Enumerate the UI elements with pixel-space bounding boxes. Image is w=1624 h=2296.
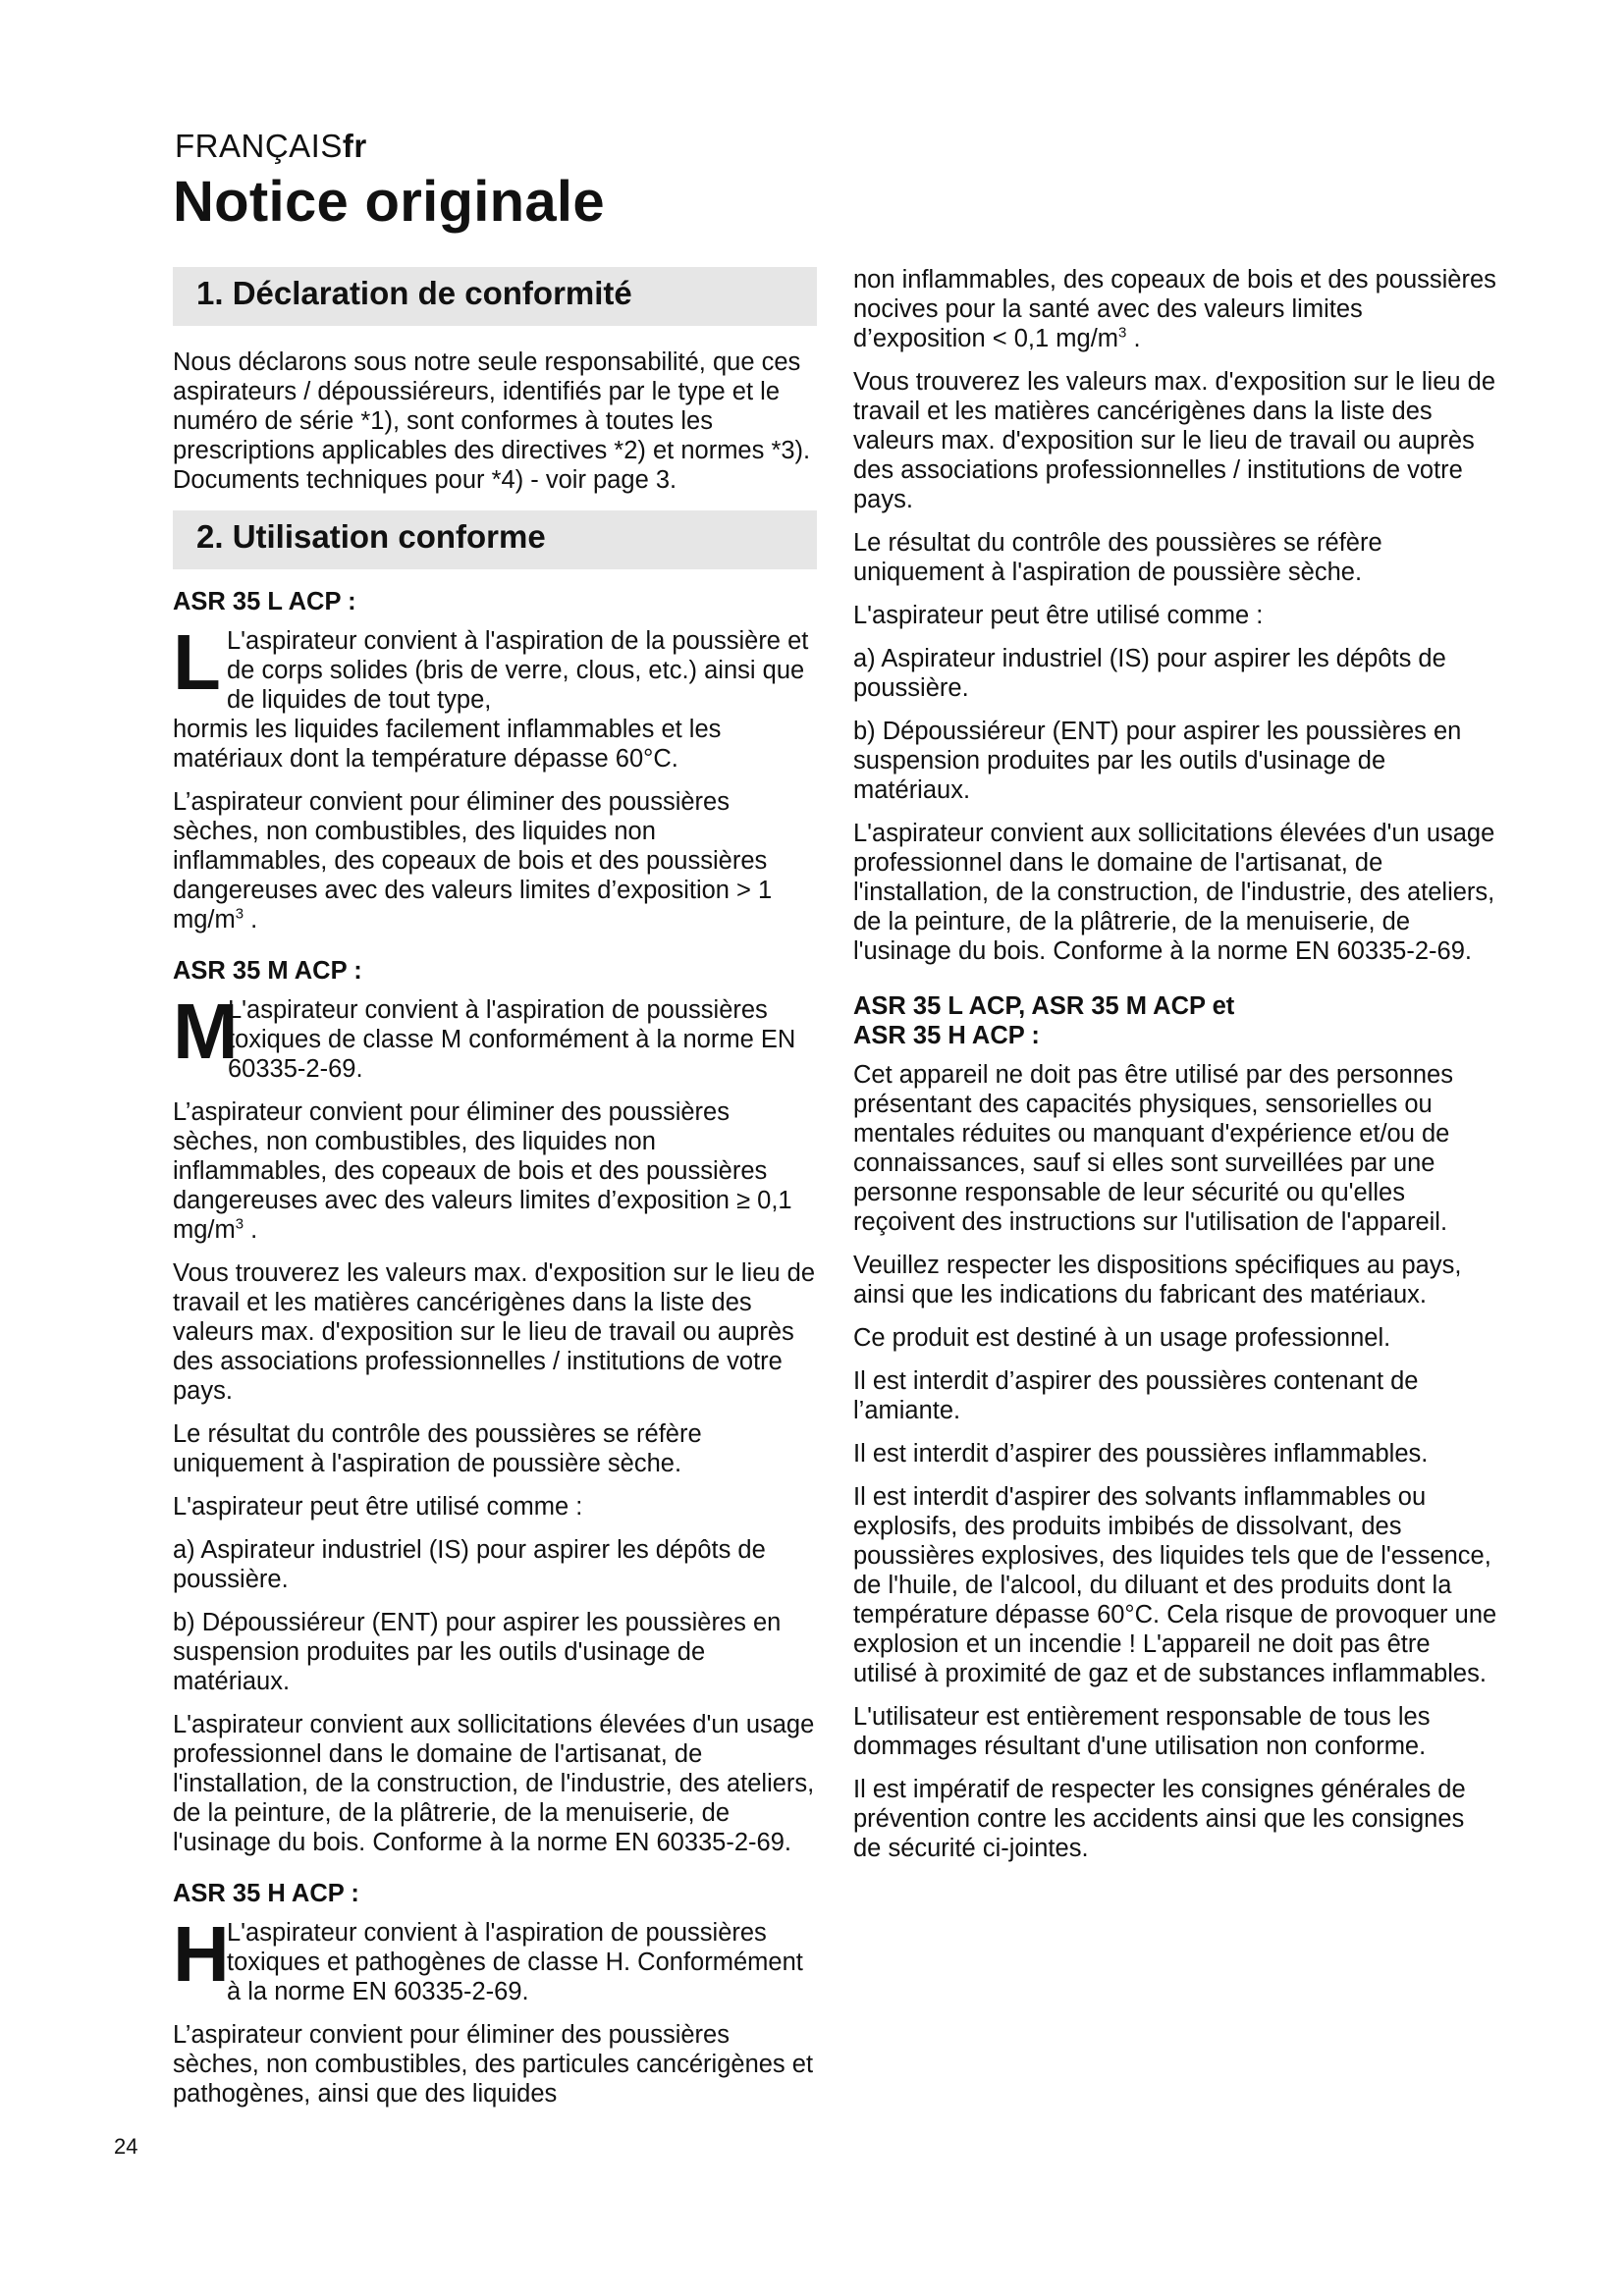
country-regulations-text: Veuillez respecter les dispositions spécifiques au pays, ainsi que les indications du fabricant des matériaux. [853, 1252, 1462, 1308]
usage-option-b: b) Dépoussiéreur (ENT) pour aspirer les poussières en suspension produites par les outils d'usinage de matériaux. [853, 718, 1462, 804]
professional-use-text: L'aspirateur convient aux sollicitations élevées d'un usage professionnel dans le domaine de l'artisanat, de l'installation, de la construction, de l'industrie, des ateliers, de la peinture, de la plâtrerie, de la menuiserie, de l'usinage du bois. Conforme à la norme EN 60335-2-69. [173, 1711, 815, 1856]
dust-class-h-badge: H [173, 1910, 230, 1998]
model-heading-all-line-1: ASR 35 L ACP, ASR 35 M ACP et [853, 992, 1235, 1020]
left-column [173, 267, 817, 2122]
period: . [244, 1216, 258, 1244]
professional-product-text: Ce produit est destiné à un usage professionnel. [853, 1324, 1391, 1352]
model-heading-m: ASR 35 M ACP : [173, 957, 362, 985]
professional-use-text: L'aspirateur convient aux sollicitations élevées d'un usage professionnel dans le domaine de l'artisanat, de l'installation, de la construction, de l'industrie, des ateliers, de la peinture, de la plâtrerie, de la menuiserie, de l'usinage du bois. Conforme à la norme EN 60335-2-69. [853, 820, 1495, 965]
dust-test-text: Le résultat du contrôle des poussières se réfère uniquement à l'aspiration de poussière sèche. [853, 529, 1382, 586]
liability-text: L'utilisateur est entièrement responsable de tous les dommages résultant d'une utilisation non conforme. [853, 1703, 1431, 1760]
dust-class-h-usage-continued-text: non inflammables, des copeaux de bois et des poussières nocives pour la santé avec des valeurs limites d’exposition < 0,1 mg/m [853, 266, 1496, 352]
usage-option-b: b) Dépoussiéreur (ENT) pour aspirer les poussières en suspension produites par les outils d'usinage de matériaux. [173, 1609, 782, 1695]
page-title: Notice originale [173, 170, 605, 234]
usage-option-a: a) Aspirateur industriel (IS) pour aspirer les dépôts de poussière. [173, 1536, 766, 1593]
model-heading-l: ASR 35 L ACP : [173, 588, 356, 615]
superscript: 3 [235, 905, 244, 923]
dust-class-h-intro: L'aspirateur convient à l'aspiration de poussières toxiques et pathogènes de classe H. Conformément à la norme EN 60335-2-69. [227, 1919, 803, 2005]
dust-class-l-usage [173, 787, 817, 934]
superscript: 3 [235, 1215, 244, 1233]
dust-class-m-badge: M [173, 988, 239, 1075]
dust-class-m-usage [173, 1097, 817, 1245]
usage-option-a: a) Aspirateur industriel (IS) pour aspirer les dépôts de poussière. [853, 645, 1446, 702]
superscript: 3 [1118, 324, 1127, 342]
right-column [853, 265, 1497, 1877]
period: . [244, 906, 258, 934]
period: . [1126, 325, 1141, 352]
dust-class-h-usage-continued [853, 265, 1497, 353]
asbestos-warning: Il est interdit d’aspirer des poussières contenant de l’amiante. [853, 1367, 1419, 1424]
dust-class-l-usage-text: L’aspirateur convient pour éliminer des poussières sèches, non combustibles, des liquides non inflammables, des copeaux de bois et des poussières dangereuses avec des valeurs limites d’exposition > 1 mg/m [173, 788, 773, 934]
dust-class-l-intro: L'aspirateur convient à l'aspiration de la poussière et de corps solides (bris de verre, clous, etc.) ainsi que de liquides de tout type, [227, 627, 809, 714]
dust-class-l-continued: hormis les liquides facilement inflammables et les matériaux dont la température dépasse 60°C. [173, 716, 722, 773]
model-heading-all-line-2: ASR 35 H ACP : [853, 1022, 1040, 1049]
dust-class-l-block [173, 618, 817, 715]
restricted-persons-text: Cet appareil ne doit pas être utilisé par des personnes présentant des capacités physiques, sensorielles ou mentales réduites ou manquant d'expérience et/ou de connaissances, sauf si elles sont surveillées par une personne responsable de leur sécurité ou qu'elles reçoivent des instructions sur l'utilisation de l'appareil. [853, 1061, 1453, 1236]
dust-class-h-block [173, 1910, 817, 2006]
section-heading-utilisation: 2. Utilisation conforme [173, 510, 817, 569]
dust-class-m-intro: L'aspirateur convient à l'aspiration de poussières toxiques de classe M conformément à la norme EN 60335-2-69. [228, 996, 796, 1083]
section-heading-declaration: 1. Déclaration de conformité [173, 267, 817, 326]
language-code: fr [342, 128, 367, 164]
dust-class-m-usage-text: L’aspirateur convient pour éliminer des poussières sèches, non combustibles, des liquides non inflammables, des copeaux de bois et des poussières dangereuses avec des valeurs limites d’exposition ≥ 0,1 mg/m [173, 1098, 792, 1244]
declaration-text: Nous déclarons sous notre seule responsabilité, que ces aspirateurs / dépoussiéreurs, identifiés par le type et le numéro de série *1), sont conformes à toutes les prescriptions applicables des directives *2) et normes *3). Documents techniques pour *4) - voir page 3. [173, 348, 811, 494]
safety-instructions-text: Il est impératif de respecter les consignes générales de prévention contre les accidents ainsi que les consignes de sécurité ci-jointes. [853, 1776, 1466, 1862]
language-label [175, 128, 367, 165]
page-number: 24 [114, 2134, 138, 2159]
exposure-values-text: Vous trouverez les valeurs max. d'exposition sur le lieu de travail et les matières cancérigènes dans la liste des valeurs max. d'exposition sur le lieu de travail ou auprès des associations professionnelles / institutions de votre pays. [173, 1259, 816, 1405]
language-name: FRANÇAIS [175, 128, 343, 164]
model-heading-all [853, 991, 1497, 1050]
flammable-dust-warning: Il est interdit d’aspirer des poussières inflammables. [853, 1440, 1429, 1468]
dust-class-m-block [173, 988, 817, 1084]
model-heading-h: ASR 35 H ACP : [173, 1880, 359, 1907]
usage-intro-text: L'aspirateur peut être utilisé comme : [173, 1493, 583, 1521]
usage-intro-text: L'aspirateur peut être utilisé comme : [853, 602, 1264, 629]
dust-class-h-usage: L’aspirateur convient pour éliminer des poussières sèches, non combustibles, des particules cancérigènes et pathogènes, ainsi que des liquides [173, 2021, 814, 2108]
dust-class-l-badge: L [173, 618, 221, 706]
solvents-warning: Il est interdit d'aspirer des solvants inflammables ou explosifs, des produits imbibés de dissolvant, des poussières explosives, des liquides tels que de l'essence, de l'huile, de l'alcool, du diluant et des produits dont la température dépasse 60°C. Cela risque de provoquer une explosion et un incendie ! L'appareil ne doit pas être utilisé à proximité de gaz et de substances inflammables. [853, 1483, 1497, 1687]
exposure-values-text: Vous trouverez les valeurs max. d'exposition sur le lieu de travail et les matières cancérigènes dans la liste des valeurs max. d'exposition sur le lieu de travail ou auprès des associations professionnelles / institutions de votre pays. [853, 368, 1496, 513]
dust-test-text: Le résultat du contrôle des poussières se réfère uniquement à l'aspiration de poussière sèche. [173, 1420, 702, 1477]
